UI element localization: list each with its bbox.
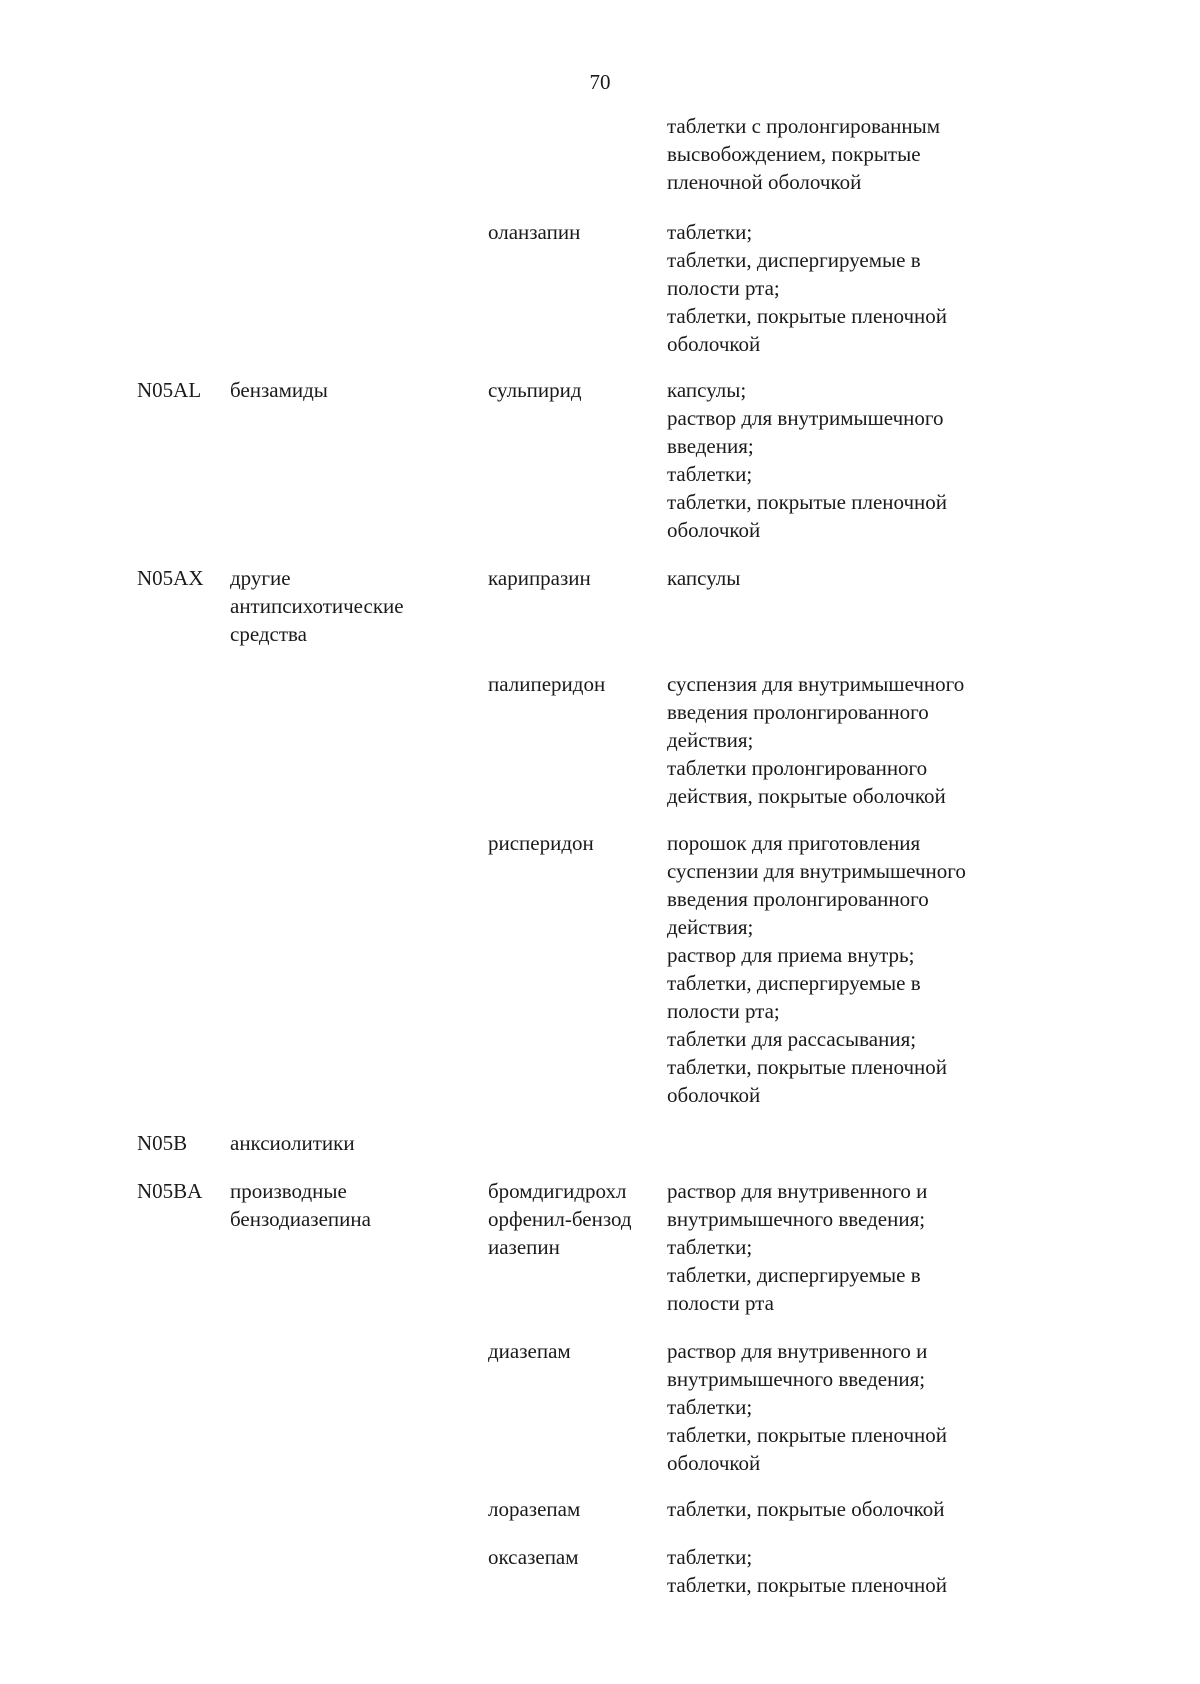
dosage-forms-line: таблетки, покрытые пленочной <box>667 1055 948 1079</box>
dosage-forms-line: таблетки; <box>667 220 753 244</box>
dosage-forms-line: оболочкой <box>667 1451 761 1475</box>
dosage-forms-line: капсулы; <box>667 378 747 402</box>
drug-name <box>488 670 663 698</box>
atc-code <box>137 564 227 592</box>
atc-code <box>137 376 227 404</box>
atc-group <box>230 1177 465 1233</box>
dosage-forms-line: действия; <box>667 728 754 752</box>
dosage-forms <box>667 112 1067 196</box>
dosage-forms-line: действия; <box>667 915 754 939</box>
drug-name <box>488 1177 663 1261</box>
drug-name-line: оксазепам <box>488 1545 579 1569</box>
dosage-forms-line: таблетки, покрытые пленочной <box>667 1573 948 1597</box>
atc-group-line: производные <box>230 1179 347 1203</box>
atc-group-line: бензамиды <box>230 378 328 402</box>
dosage-forms-line: полости рта; <box>667 999 780 1023</box>
atc-group-line: антипсихотические <box>230 594 404 618</box>
drug-name-line: бромдигидрохл <box>488 1179 627 1203</box>
drug-name <box>488 829 663 857</box>
dosage-forms-line: таблетки; <box>667 1235 753 1259</box>
drug-name-line: сульпирид <box>488 378 582 402</box>
drug-name <box>488 376 663 404</box>
drug-name-line: иазепин <box>488 1235 560 1259</box>
dosage-forms <box>667 218 1067 358</box>
dosage-forms-line: раствор для приема внутрь; <box>667 943 915 967</box>
dosage-forms-line: действия, покрытые оболочкой <box>667 784 946 808</box>
drug-name <box>488 564 663 592</box>
drug-name-line: лоразепам <box>488 1497 581 1521</box>
dosage-forms-line: оболочкой <box>667 1083 761 1107</box>
atc-group-line: другие <box>230 566 291 590</box>
dosage-forms-line: полости рта; <box>667 276 780 300</box>
dosage-forms <box>667 829 1067 1109</box>
drug-name <box>488 1543 663 1571</box>
drug-name-line: оланзапин <box>488 220 581 244</box>
dosage-forms-line: введения; <box>667 434 754 458</box>
drug-name <box>488 1337 663 1365</box>
dosage-forms-line: таблетки, диспергируемые в <box>667 248 921 272</box>
dosage-forms <box>667 1543 1067 1599</box>
atc-code <box>137 1177 227 1205</box>
dosage-forms-line: суспензии для внутримышечного <box>667 859 966 883</box>
drug-name-line: орфенил-бензод <box>488 1207 632 1231</box>
atc-code-text: N05BA <box>137 1179 203 1203</box>
dosage-forms-line: оболочкой <box>667 518 761 542</box>
dosage-forms-line: раствор для внутривенного и <box>667 1179 928 1203</box>
dosage-forms <box>667 1495 1067 1523</box>
drug-name <box>488 218 663 246</box>
page-number: 70 <box>589 70 611 94</box>
dosage-forms <box>667 670 1067 810</box>
dosage-forms-line: введения пролонгированного <box>667 700 929 724</box>
dosage-forms-line: таблетки, покрытые пленочной <box>667 1423 948 1447</box>
dosage-forms-line: порошок для приготовления <box>667 831 921 855</box>
atc-group-line: анксиолитики <box>230 1131 355 1155</box>
dosage-forms-line: таблетки; <box>667 1545 753 1569</box>
dosage-forms-line: таблетки, покрытые пленочной <box>667 304 948 328</box>
atc-code-text: N05B <box>137 1131 188 1155</box>
dosage-forms-line: таблетки для рассасывания; <box>667 1027 917 1051</box>
dosage-forms-line: таблетки, диспергируемые в <box>667 1263 921 1287</box>
dosage-forms-line: таблетки, покрытые оболочкой <box>667 1497 945 1521</box>
drug-name <box>488 1495 663 1523</box>
dosage-forms-line: капсулы <box>667 566 741 590</box>
atc-group <box>230 376 465 404</box>
dosage-forms-line: таблетки пролонгированного <box>667 756 928 780</box>
dosage-forms-line: таблетки, диспергируемые в <box>667 971 921 995</box>
atc-group-line: бензодиазепина <box>230 1207 371 1231</box>
dosage-forms-line: оболочкой <box>667 332 761 356</box>
atc-group <box>230 564 465 648</box>
dosage-forms-line: пленочной оболочкой <box>667 170 862 194</box>
dosage-forms <box>667 564 1067 592</box>
dosage-forms-line: таблетки, покрытые пленочной <box>667 490 948 514</box>
dosage-forms-line: раствор для внутримышечного <box>667 406 944 430</box>
drug-name-line: диазепам <box>488 1339 571 1363</box>
dosage-forms-line: раствор для внутривенного и <box>667 1339 928 1363</box>
dosage-forms-line: введения пролонгированного <box>667 887 929 911</box>
drug-name-line: карипразин <box>488 566 591 590</box>
dosage-forms-line: суспензия для внутримышечного <box>667 672 965 696</box>
atc-code-text: N05AL <box>137 378 202 402</box>
dosage-forms <box>667 376 1067 544</box>
atc-code <box>137 1129 227 1157</box>
dosage-forms-line: таблетки; <box>667 462 753 486</box>
atc-code-text: N05AX <box>137 566 204 590</box>
dosage-forms <box>667 1177 1067 1317</box>
drug-name-line: палиперидон <box>488 672 606 696</box>
dosage-forms-line: таблетки с пролонгированным <box>667 114 941 138</box>
atc-group <box>230 1129 465 1157</box>
dosage-forms-line: высвобождением, покрытые <box>667 142 921 166</box>
atc-group-line: средства <box>230 622 308 646</box>
dosage-forms-line: внутримышечного введения; <box>667 1367 926 1391</box>
dosage-forms <box>667 1337 1067 1477</box>
dosage-forms-line: таблетки; <box>667 1395 753 1419</box>
drug-name-line: рисперидон <box>488 831 594 855</box>
dosage-forms-line: полости рта <box>667 1291 774 1315</box>
dosage-forms-line: внутримышечного введения; <box>667 1207 926 1231</box>
